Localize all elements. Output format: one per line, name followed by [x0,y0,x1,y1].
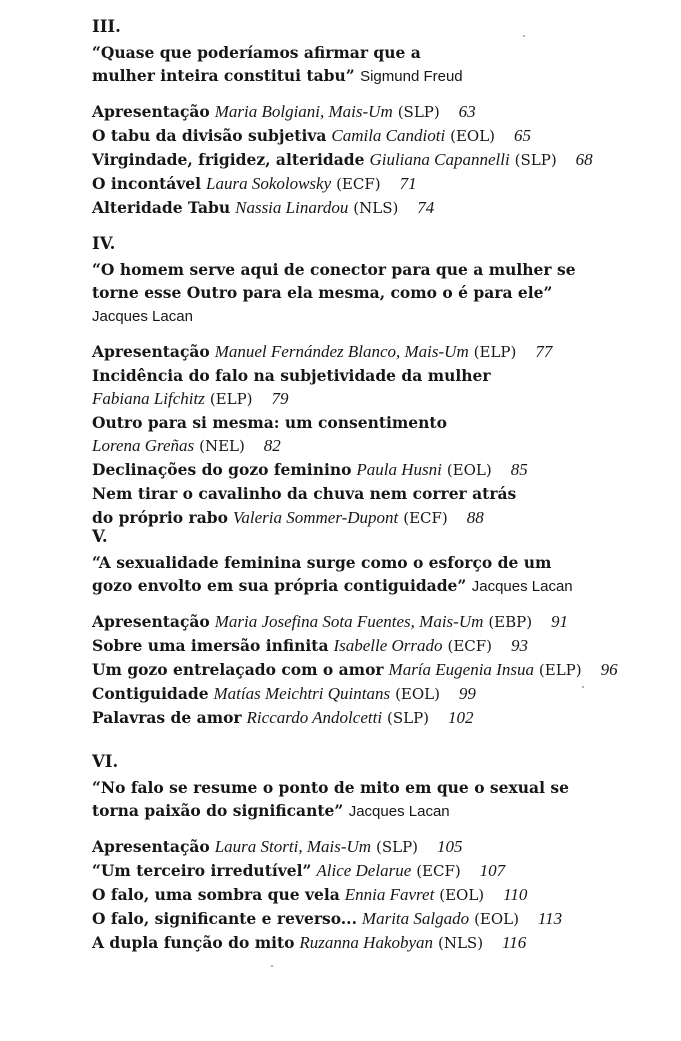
entry-author: Isabelle Orrado [333,636,443,655]
entry-page: 99 [458,684,476,703]
entry-org: (SLP) [375,838,419,856]
entry-page: 96 [600,660,618,679]
toc-entry[interactable] [92,835,672,859]
entry-title: A dupla função do mito [92,933,295,952]
entry-list [92,340,672,530]
toc-entry[interactable] [92,196,672,220]
entry-org: (ELP) [209,390,253,408]
entry-title: Outro para si mesma: um consentimento [92,413,447,432]
entry-list [92,100,672,220]
entry-page: 82 [263,436,281,455]
toc-entry[interactable] [92,706,672,730]
toc-entry[interactable] [92,411,672,458]
entry-title: Contiguidade [92,684,209,703]
entry-author: Fabiana Lifchitz [92,389,205,408]
entry-author: Riccardo Andolcetti [246,708,383,727]
entry-page: 105 [436,837,463,856]
entry-page: 85 [510,460,528,479]
quote-author: Jacques Lacan [471,578,573,595]
toc-entry[interactable] [92,682,672,706]
entry-page: 113 [537,909,563,928]
entry-org: (SLP) [514,151,557,169]
entry-org: (SLP) [386,709,430,727]
toc-entry[interactable] [92,883,672,907]
toc-entry[interactable] [92,859,672,883]
quote-author: Jacques Lacan [348,803,450,820]
entry-author: Ennia Favret [344,885,435,904]
entry-org: (ECF) [447,637,493,655]
quote-text: “O homem serve aqui de conector para que a mulher se torne esse Outro para ela mesma, como o é para ele” [92,260,576,302]
toc-entry[interactable] [92,458,672,482]
entry-page: 102 [447,708,474,727]
entry-title: “Um terceiro irredutível” [92,861,312,880]
entry-author: Alice Delarue [316,861,412,880]
toc-entry[interactable] [92,124,672,148]
section-v [92,527,672,730]
entry-org: (NLS) [353,199,399,217]
entry-title: Virgindade, frigidez, alteridade [92,150,365,169]
entry-org: (EBP) [488,613,533,631]
entry-author: Lorena Greñas [92,436,195,455]
entry-org: (EOL) [474,910,519,928]
entry-org: (EOL) [395,685,440,703]
toc-entry[interactable] [92,482,522,530]
toc-entry[interactable] [92,148,672,172]
toc-entry[interactable] [92,172,672,196]
entry-page: 63 [458,102,476,121]
entry-title: Apresentação [92,837,210,856]
entry-title: Nem tirar o cavalinho da chuva nem correr atrás do próprio rabo [92,484,517,527]
entry-author: Matías Meichtri Quintans [213,684,391,703]
entry-author: Giuliana Capannelli [369,150,510,169]
toc-entry[interactable] [92,658,672,682]
section-number: III. [92,17,121,36]
entry-author: Valeria Sommer-Dupont [232,508,399,527]
entry-org: (NEL) [199,437,245,455]
quote-text: “Quase que poderíamos afirmar que a mulher inteira constitui tabu” [92,43,421,85]
entry-page: 65 [513,126,531,145]
entry-title: Sobre uma imersão infinita [92,636,329,655]
toc-entry[interactable] [92,610,672,634]
scan-speck [271,965,273,967]
entry-org: (EOL) [439,886,485,904]
scan-speck [523,35,525,37]
entry-title: Alteridade Tabu [92,198,231,217]
entry-page: 110 [503,885,528,904]
quote-author: Sigmund Freud [360,68,463,85]
section-iv [92,234,672,530]
quote-text: “No falo se resume o ponto de mito em que o sexual se torna paixão do significante” [92,778,569,820]
toc-entry[interactable] [92,931,672,955]
entry-title: Palavras de amor [92,708,242,727]
section-quote [92,551,582,598]
entry-author: Nassia Linardou [235,198,349,217]
entry-author: Ruzanna Hakobyan [299,933,434,952]
entry-page: 68 [575,150,593,169]
entry-page: 88 [466,508,484,527]
entry-org: (ECF) [336,175,381,193]
entry-author: Maria Josefina Sota Fuentes, Mais-Um [214,612,484,631]
entry-title: O incontável [92,174,202,193]
section-number: V. [92,527,108,546]
entry-author: Camila Candioti [331,126,446,145]
entry-org: (SLP) [397,103,440,121]
entry-page: 116 [502,933,527,952]
scan-speck [582,686,584,688]
entry-author: María Eugenia Insua [388,660,534,679]
section-iii [92,17,672,220]
entry-title: O tabu da divisão subjetiva [92,126,327,145]
entry-org: (ECF) [403,509,448,527]
entry-page: 107 [479,861,506,880]
entry-page: 77 [535,342,553,361]
entry-author: Paula Husni [356,460,442,479]
entry-org: (ELP) [473,343,517,361]
quote-author: Jacques Lacan [92,308,193,325]
entry-page: 93 [510,636,528,655]
section-quote [92,41,472,88]
section-quote [92,776,582,823]
entry-author: Manuel Fernández Blanco, Mais-Um [214,342,469,361]
section-number: VI. [92,752,119,771]
entry-page: 79 [271,389,289,408]
section-vi [92,752,672,955]
entry-author: Marita Salgado [361,909,470,928]
entry-author: Maria Bolgiani, Mais-Um [214,102,393,121]
entry-org: (EOL) [450,127,496,145]
toc-entry[interactable] [92,634,672,658]
entry-title: Apresentação [92,612,210,631]
entry-org: (ELP) [538,661,582,679]
entry-title: Declinações do gozo feminino [92,460,352,479]
toc-entry[interactable] [92,907,672,931]
entry-author: Laura Storti, Mais-Um [214,837,372,856]
entry-title: Apresentação [92,342,210,361]
toc-entry[interactable] [92,100,672,124]
quote-text: “A sexualidade feminina surge como o esforço de um gozo envolto em sua própria contiguidade” [92,553,552,595]
entry-title: Apresentação [92,102,210,121]
entry-page: 91 [551,612,569,631]
entry-page: 74 [417,198,435,217]
entry-list [92,835,672,955]
entry-page: 71 [399,174,417,193]
entry-org: (ECF) [416,862,461,880]
toc-entry[interactable] [92,364,672,411]
entry-list [92,610,672,730]
entry-org: (NLS) [437,934,484,952]
toc-entry[interactable] [92,340,672,364]
section-number: IV. [92,234,116,253]
entry-title: O falo, uma sombra que vela [92,885,340,904]
entry-title: Incidência do falo na subjetividade da mulher [92,366,491,385]
entry-author: Laura Sokolowsky [206,174,332,193]
entry-title: O falo, significante e reverso... [92,909,357,928]
section-quote [92,258,612,328]
entry-org: (EOL) [446,461,492,479]
entry-title: Um gozo entrelaçado com o amor [92,660,384,679]
